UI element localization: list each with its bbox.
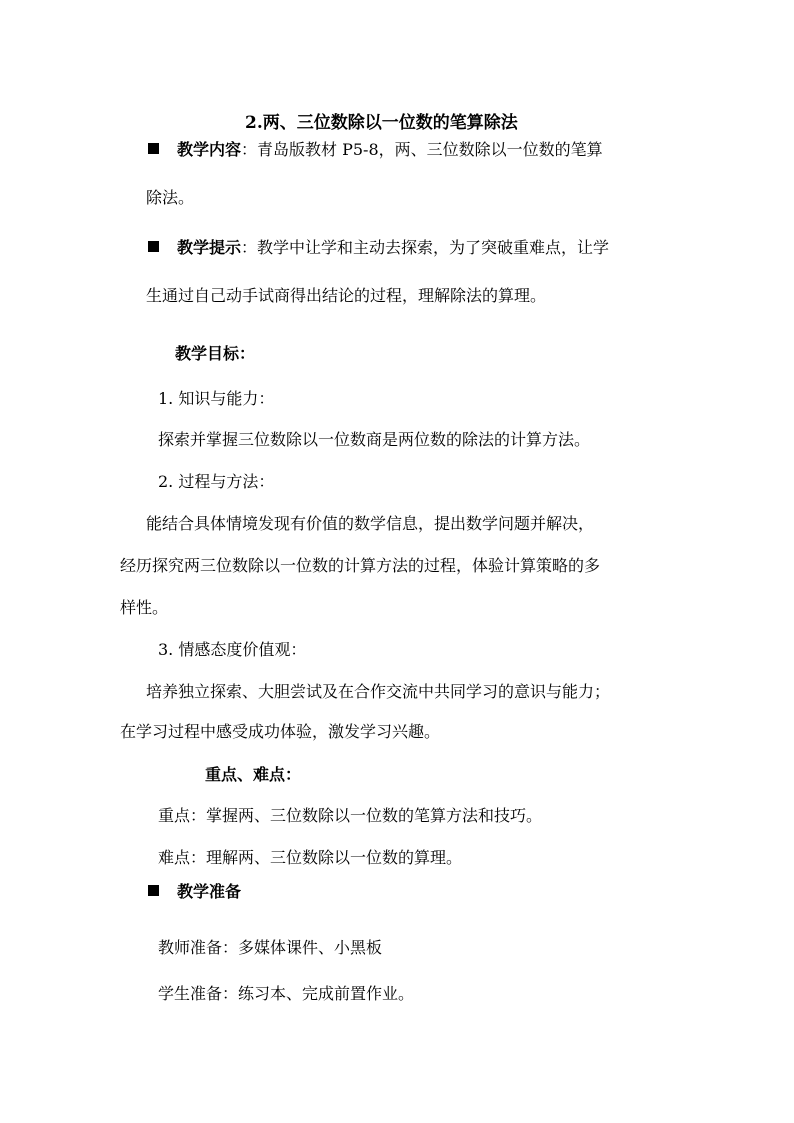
prep-heading: [148, 882, 241, 902]
difficult-point: 难点：理解两、三位数除以一位数的算理。: [158, 848, 463, 867]
hint-label: 教学提示: [177, 238, 242, 257]
goal-3-text-1: 培养独立探索、大胆尝试及在合作交流中共同学习的意识与能力；: [146, 682, 611, 701]
bullet-icon: [148, 241, 159, 252]
key-heading: 重点、难点：: [205, 765, 302, 784]
goal-2-text-3: 样性。: [120, 598, 169, 617]
prep-label: 教学准备: [177, 882, 242, 901]
goal-1-text: 探索并掌握三位数除以一位数商是两位数的除法的计算方法。: [158, 430, 591, 449]
content-label: 教学内容: [177, 140, 242, 159]
bullet-icon: [148, 885, 159, 896]
student-prep: 学生准备：练习本、完成前置作业。: [158, 984, 415, 1003]
goal-2-text-1: 能结合具体情境发现有价值的数学信息，提出数学问题并解决，: [146, 514, 595, 533]
hint-line-1: [148, 238, 609, 258]
teacher-prep: 教师准备：多媒体课件、小黑板: [158, 938, 383, 957]
goals-heading: 教学目标：: [175, 344, 256, 363]
goal-3-text-2: 在学习过程中感受成功体验，激发学习兴趣。: [120, 722, 441, 741]
key-point: 重点：掌握两、三位数除以一位数的笔算方法和技巧。: [158, 806, 543, 825]
page-title: 2.两、三位数除以一位数的笔算除法: [245, 113, 518, 133]
hint-text: ：教学中让学和主动去探索，为了突破重难点，让学: [241, 238, 610, 257]
goal-1-title: 1. 知识与能力：: [158, 389, 275, 408]
bullet-icon: [148, 143, 159, 154]
content-line-2: 除法。: [146, 188, 195, 207]
goal-3-title: 3. 情感态度价值观：: [158, 640, 307, 659]
content-line-1: [148, 140, 603, 160]
hint-line-2: 生通过自己动手试商得出结论的过程，理解除法的算理。: [146, 286, 547, 305]
goal-2-text-2: 经历探究两三位数除以一位数的计算方法的过程，体验计算策略的多: [120, 556, 601, 575]
goal-2-title: 2. 过程与方法：: [158, 472, 275, 491]
content-text: ：青岛版教材 P5-8，两、三位数除以一位数的笔算: [241, 140, 603, 159]
